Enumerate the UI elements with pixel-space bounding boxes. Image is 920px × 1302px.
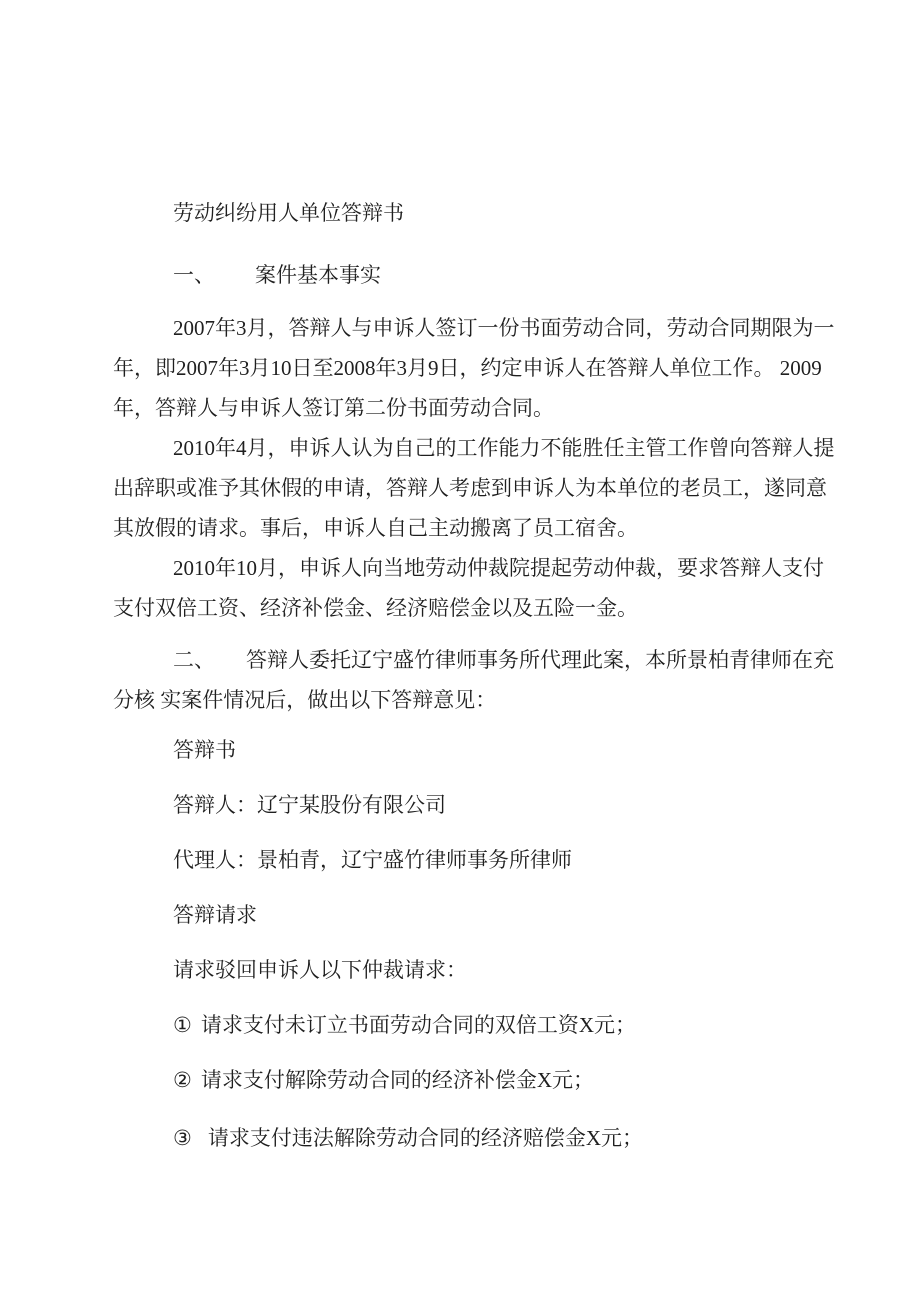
respondent-line: 答辩人：辽宁某股份有限公司 — [173, 793, 446, 817]
claim-item-1 — [113, 1005, 853, 1045]
claim-item-3 — [113, 1118, 853, 1158]
document-title: 劳动纠纷用人单位答辩书 — [173, 201, 404, 225]
paragraph-line: 分核 实案件情况后，做出以下答辩意见： — [113, 688, 497, 712]
claim-text: 请求支付违法解除劳动合同的经济赔偿金X元； — [207, 1126, 643, 1150]
paragraph-arbitration — [113, 548, 853, 628]
claim-number: ③ — [173, 1126, 192, 1150]
section-one-number: 一、 — [173, 263, 215, 287]
section-two-opening — [113, 640, 853, 680]
section-one-title: 案件基本事实 — [255, 263, 381, 287]
paragraph-line: 2010年10月，申诉人向当地劳动仲裁院提起劳动仲裁，要求答辩人支付 — [173, 556, 824, 580]
section-two-number: 二、 — [173, 648, 215, 672]
section-one-heading — [113, 255, 853, 295]
request-heading: 答辩请求 — [173, 903, 257, 927]
section-two — [113, 640, 853, 720]
section-two-text: 答辩人委托辽宁盛竹律师事务所代理此案，本所景柏青律师在充 — [246, 648, 834, 672]
claim-number: ② — [173, 1068, 192, 1092]
document-content — [113, 193, 853, 1158]
paragraph-resignation — [113, 428, 853, 548]
paragraph-line: 2010年4月，申诉人认为自己的工作能力不能胜任主管工作曾向答辩人提 — [173, 436, 835, 460]
paragraph-line: 年，即2007年3月10日至2008年3月9日，约定申诉人在答辩人单位工作。 2009 — [113, 356, 822, 380]
agent-line: 代理人：景柏青，辽宁盛竹律师事务所律师 — [173, 848, 572, 872]
paragraph-contract — [113, 308, 853, 428]
reply-title: 答辩书 — [173, 738, 236, 762]
claim-text: 请求支付解除劳动合同的经济补偿金X元； — [200, 1068, 594, 1092]
claim-item-2 — [113, 1060, 853, 1100]
paragraph-line: 支付双倍工资、经济补偿金、经济赔偿金以及五险一金。 — [113, 596, 638, 620]
paragraph-line: 其放假的请求。事后，申诉人自己主动搬离了员工宿舍。 — [113, 516, 638, 540]
claim-number: ① — [173, 1013, 192, 1037]
paragraph-line: 年，答辩人与申诉人签订第二份书面劳动合同。 — [113, 396, 554, 420]
claim-text: 请求支付未订立书面劳动合同的双倍工资X元； — [200, 1013, 636, 1037]
request-intro: 请求驳回申诉人以下仲裁请求： — [173, 958, 467, 982]
paragraph-line: 出辞职或准予其休假的申请，答辩人考虑到申诉人为本单位的老员工，遂同意 — [113, 476, 827, 500]
paragraph-line: 2007年3月，答辩人与申诉人签订一份书面劳动合同，劳动合同期限为一 — [173, 316, 835, 340]
